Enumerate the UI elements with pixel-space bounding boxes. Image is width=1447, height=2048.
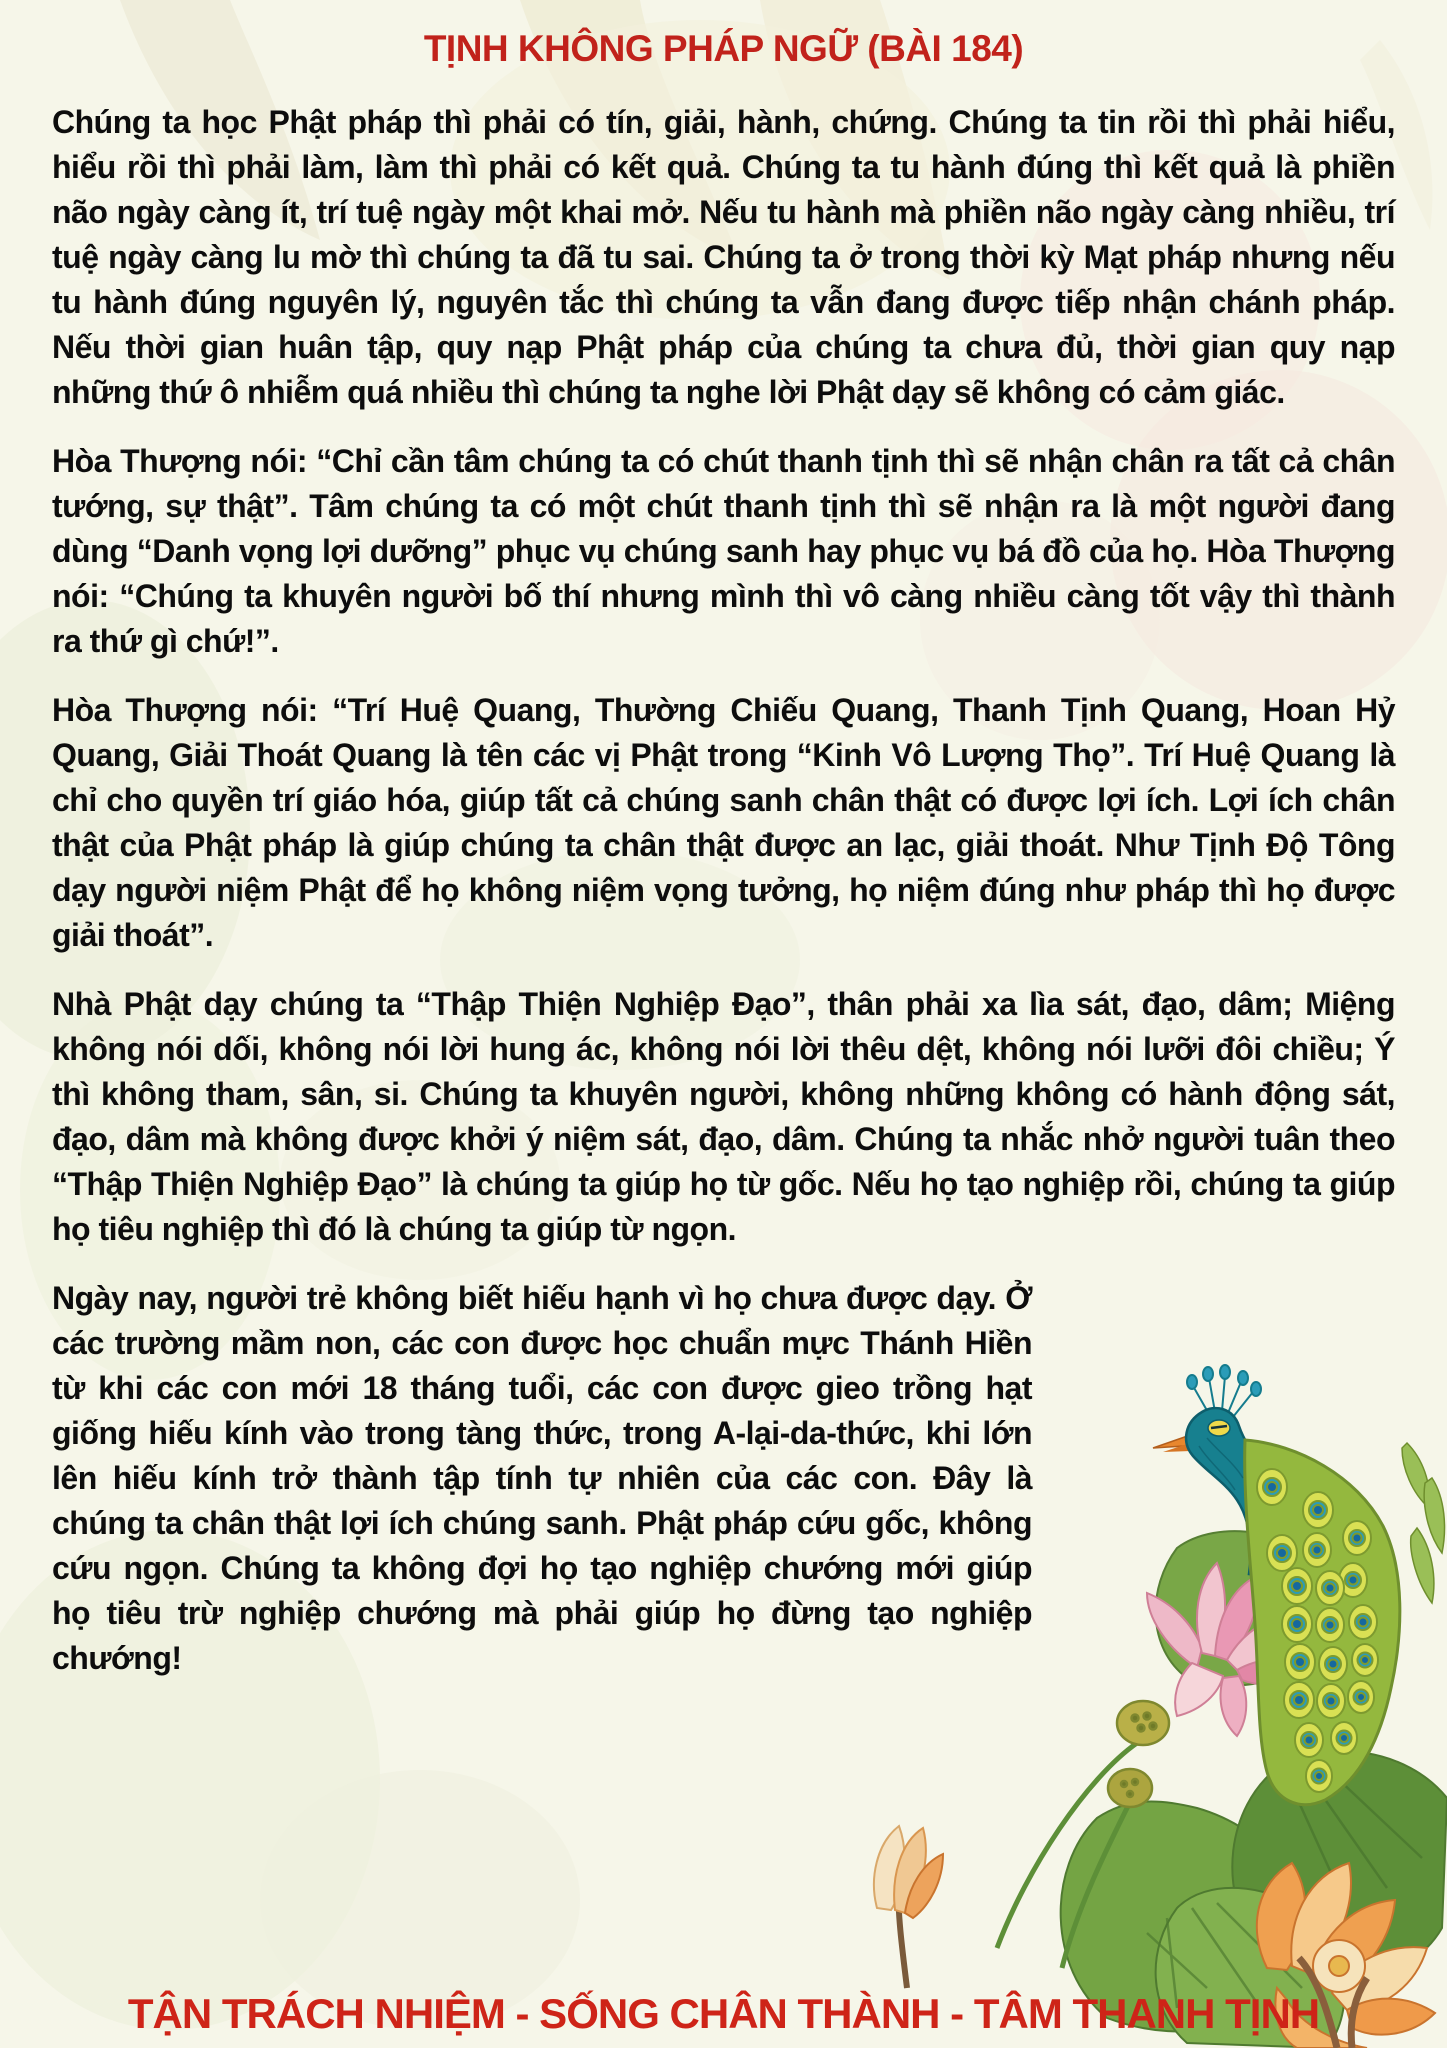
- paragraph-4: Nhà Phật dạy chúng ta “Thập Thiện Nghiệp Đạo”, thân phải xa lìa sát, đạo, dâm; Miệng không nói dối, không nói lời hung ác, không nói lời thêu dệt, không nói lưỡi đôi chiều; Ý thì không tham, sân, si. Chúng ta khuyên người, không những không có hành động sát, đạo, dâm mà không được khởi ý niệm sát, đạo, dâm. Chúng ta nhắc nhở người tuân theo “Thập Thiện Nghiệp Đạo” là chúng ta giúp họ từ gốc. Nếu họ tạo nghiệp rồi, chúng ta giúp họ tiêu nghiệp thì đó là chúng ta giúp từ ngọn.: [52, 986, 1395, 1247]
- paragraph-5: Ngày nay, người trẻ không biết hiếu hạnh vì họ chưa được dạy. Ở các trường mầm non, các con được học chuẩn mực Thánh Hiền từ khi các con mới 18 tháng tuổi, các con được gieo trồng hạt giống hiếu kính vào trong tàng thức, trong A-lại-da-thức, khi lớn lên hiếu kính trở thành tập tính tự nhiên của các con. Đây là chúng ta chân thật lợi ích chúng sanh. Phật pháp cứu gốc, không cứu ngọn. Chúng ta không đợi họ tạo nghiệp chướng mới giúp họ tiêu trừ nghiệp chướng mà phải giúp họ đừng tạo nghiệp chướng!: [52, 1280, 1032, 1676]
- page-title: TỊNH KHÔNG PHÁP NGỮ (BÀI 184): [423, 28, 1024, 69]
- magnolia-bud: [874, 1826, 943, 1988]
- paragraph-1: Chúng ta học Phật pháp thì phải có tín, giải, hành, chứng. Chúng ta tin rồi thì phải hiểu, hiểu rồi thì phải làm, làm thì phải có kết quả. Chúng ta tu hành đúng thì kết quả là phiền não ngày càng ít, trí tuệ ngày một khai mở. Nếu tu hành mà phiền não ngày càng nhiều, trí tuệ ngày càng lu mờ thì chúng ta đã tu sai. Chúng ta ở trong thời kỳ Mạt pháp nhưng nếu tu hành đúng nguyên lý, nguyên tắc thì chúng ta vẫn đang được tiếp nhận chánh pháp. Nếu thời gian huân tập, quy nạp Phật pháp của chúng ta chưa đủ, thời gian quy nạp những thứ ô nhiễm quá nhiều thì chúng ta nghe lời Phật dạy sẽ không có cảm giác.: [52, 104, 1395, 410]
- paragraph-3: Hòa Thượng nói: “Trí Huệ Quang, Thường Chiếu Quang, Thanh Tịnh Quang, Hoan Hỷ Quang, Giải Thoát Quang là tên các vị Phật trong “Kinh Vô Lượng Thọ”. Trí Huệ Quang là chỉ cho quyền trí giáo hóa, giúp tất cả chúng sanh chân thật có được lợi ích. Lợi ích chân thật của Phật pháp là giúp chúng ta chân thật được an lạc, giải thoát. Như Tịnh Độ Tông dạy người niệm Phật để họ không niệm vọng tưởng, họ niệm đúng như pháp thì họ được giải thoát”.: [52, 692, 1395, 953]
- footer-motto: TẬN TRÁCH NHIỆM - SỐNG CHÂN THÀNH - TÂM THANH TỊNH: [127, 1990, 1320, 2037]
- illustration-text-wrap-spacer: [1050, 1276, 1395, 1746]
- paragraph-2: Hòa Thượng nói: “Chỉ cần tâm chúng ta có chút thanh tịnh thì sẽ nhận chân ra tất cả chân tướng, sự thật”. Tâm chúng ta có một chút thanh tịnh thì sẽ nhận ra là một người đang dùng “Danh vọng lợi dưỡng” phục vụ chúng sanh hay phục vụ bá đồ của họ. Hòa Thượng nói: “Chúng ta khuyên người bố thí nhưng mình thì vô càng nhiều càng tốt vậy thì thành ra thứ gì chứ!”.: [52, 443, 1395, 659]
